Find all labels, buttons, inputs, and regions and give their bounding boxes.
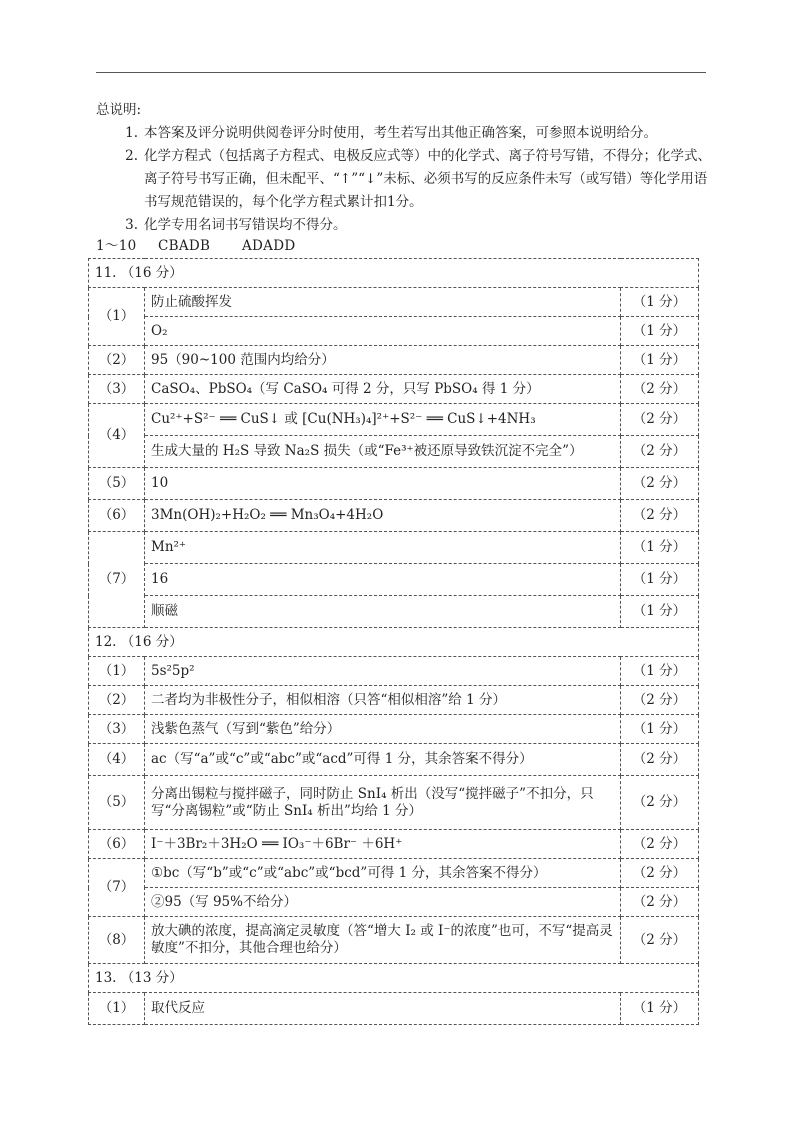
note-item xyxy=(96,145,716,214)
answer-text: 防止硫酸挥发 xyxy=(145,288,621,317)
multiple-choice-answers xyxy=(96,234,295,254)
answer-text: 生成大量的 H₂S 导致 Na₂S 损失（或“Fe³⁺被还原导致铁沉淀不完全”） xyxy=(145,436,621,468)
part-number: （7） xyxy=(89,532,145,628)
part-number: （1） xyxy=(89,993,145,1025)
mc-group-2: ADADD xyxy=(242,238,296,254)
score: （2 分） xyxy=(621,859,699,888)
score: （2 分） xyxy=(621,436,699,468)
score: （2 分） xyxy=(621,686,699,715)
part-number: （6） xyxy=(89,500,145,532)
part-number: （6） xyxy=(89,830,145,859)
score: （2 分） xyxy=(621,744,699,776)
score: （1 分） xyxy=(621,346,699,375)
score: （1 分） xyxy=(621,532,699,564)
answer-text: 二者均为非极性分子，相似相溶（只答“相似相溶”给 1 分） xyxy=(145,686,621,715)
answer-text: 3Mn(OH)₂+H₂O₂ ══ Mn₃O₄+4H₂O xyxy=(145,500,621,532)
part-number: （2） xyxy=(89,346,145,375)
answer-text: I⁻＋3Br₂＋3H₂O ══ IO₃⁻＋6Br⁻ ＋6H⁺ xyxy=(145,830,621,859)
score: （1 分） xyxy=(621,564,699,596)
answer-text: 95（90~100 范围内均给分） xyxy=(145,346,621,375)
answer-text: 5s²5p² xyxy=(145,657,621,686)
score: （1 分） xyxy=(621,317,699,346)
answer-text: ②95（写 95%不给分） xyxy=(145,888,621,917)
notes-heading: 总说明: xyxy=(96,102,142,118)
note-text: 化学专用名词书写错误均不得分。 xyxy=(144,217,347,233)
score: （2 分） xyxy=(621,917,699,964)
question-12-title: 12. （16 分） xyxy=(89,628,699,657)
part-number: （4） xyxy=(89,744,145,776)
score: （1 分） xyxy=(621,715,699,744)
score: （2 分） xyxy=(621,404,699,436)
answer-text: 10 xyxy=(145,468,621,500)
answer-text: 取代反应 xyxy=(145,993,621,1025)
part-number: （8） xyxy=(89,917,145,964)
part-number: （3） xyxy=(89,715,145,744)
question-11-title: 11. （16 分） xyxy=(89,259,699,288)
answer-text: 顺磁 xyxy=(145,596,621,628)
answer-text: 16 xyxy=(145,564,621,596)
answer-text: CaSO₄、PbSO₄（写 CaSO₄ 可得 2 分，只写 PbSO₄ 得 1 分） xyxy=(145,375,621,404)
score: （2 分） xyxy=(621,888,699,917)
answer-text: Mn²⁺ xyxy=(145,532,621,564)
score: （2 分） xyxy=(621,375,699,404)
header-rule xyxy=(96,72,706,73)
note-number: 2. xyxy=(125,148,138,164)
part-number: （5） xyxy=(89,776,145,830)
part-number: （4） xyxy=(89,404,145,468)
score: （1 分） xyxy=(621,288,699,317)
score: （1 分） xyxy=(621,596,699,628)
answer-text: Cu²⁺+S²⁻ ══ CuS↓ 或 [Cu(NH₃)₄]²⁺+S²⁻ ══ CuS↓+4NH₃ xyxy=(145,404,621,436)
general-notes xyxy=(96,99,716,237)
part-number: （2） xyxy=(89,686,145,715)
mc-group-1: CBADB xyxy=(158,238,211,254)
part-number: （1） xyxy=(89,288,145,346)
score: （1 分） xyxy=(621,657,699,686)
mc-range: 1～10 xyxy=(96,238,137,254)
score: （2 分） xyxy=(621,830,699,859)
note-text: 化学方程式（包括离子方程式、电极反应式等）中的化学式、离子符号写错，不得分；化学式、离子符号书写正确，但未配平、“↑”“↓”未标、必须书写的反应条件未写（或写错）等化学用语书写规范错误的，每个化学方程式累计扣1分。 xyxy=(144,148,711,210)
answer-text: ac（写“a”或“c”或“abc”或“acd”可得 1 分，其余答案不得分） xyxy=(145,744,621,776)
answer-table xyxy=(88,258,699,1025)
score: （2 分） xyxy=(621,468,699,500)
part-number: （1） xyxy=(89,657,145,686)
part-number: （3） xyxy=(89,375,145,404)
score: （1 分） xyxy=(621,993,699,1025)
note-number: 1. xyxy=(125,125,138,141)
answer-text: O₂ xyxy=(145,317,621,346)
answer-text: 放大碘的浓度，提高滴定灵敏度（答“增大 I₂ 或 I⁻的浓度”也可，不写“提高灵敏度”不扣分，其他合理也给分） xyxy=(145,917,621,964)
part-number: （7） xyxy=(89,859,145,917)
answer-text: 分离出锡粒与搅拌磁子，同时防止 SnI₄ 析出（没写“搅拌磁子”不扣分，只写“分离锡粒”或“防止 SnI₄ 析出”均给 1 分） xyxy=(145,776,621,830)
score: （2 分） xyxy=(621,500,699,532)
part-number: （5） xyxy=(89,468,145,500)
answer-text: 浅紫色蒸气（写到“紫色”给分） xyxy=(145,715,621,744)
answer-text: ①bc（写“b”或“c”或“abc”或“bcd”可得 1 分，其余答案不得分） xyxy=(145,859,621,888)
note-number: 3. xyxy=(125,217,138,233)
score: （2 分） xyxy=(621,776,699,830)
note-item xyxy=(96,122,716,145)
question-13-title: 13. （13 分） xyxy=(89,964,699,993)
note-text: 本答案及评分说明供阅卷评分时使用，考生若写出其他正确答案，可参照本说明给分。 xyxy=(144,125,657,141)
